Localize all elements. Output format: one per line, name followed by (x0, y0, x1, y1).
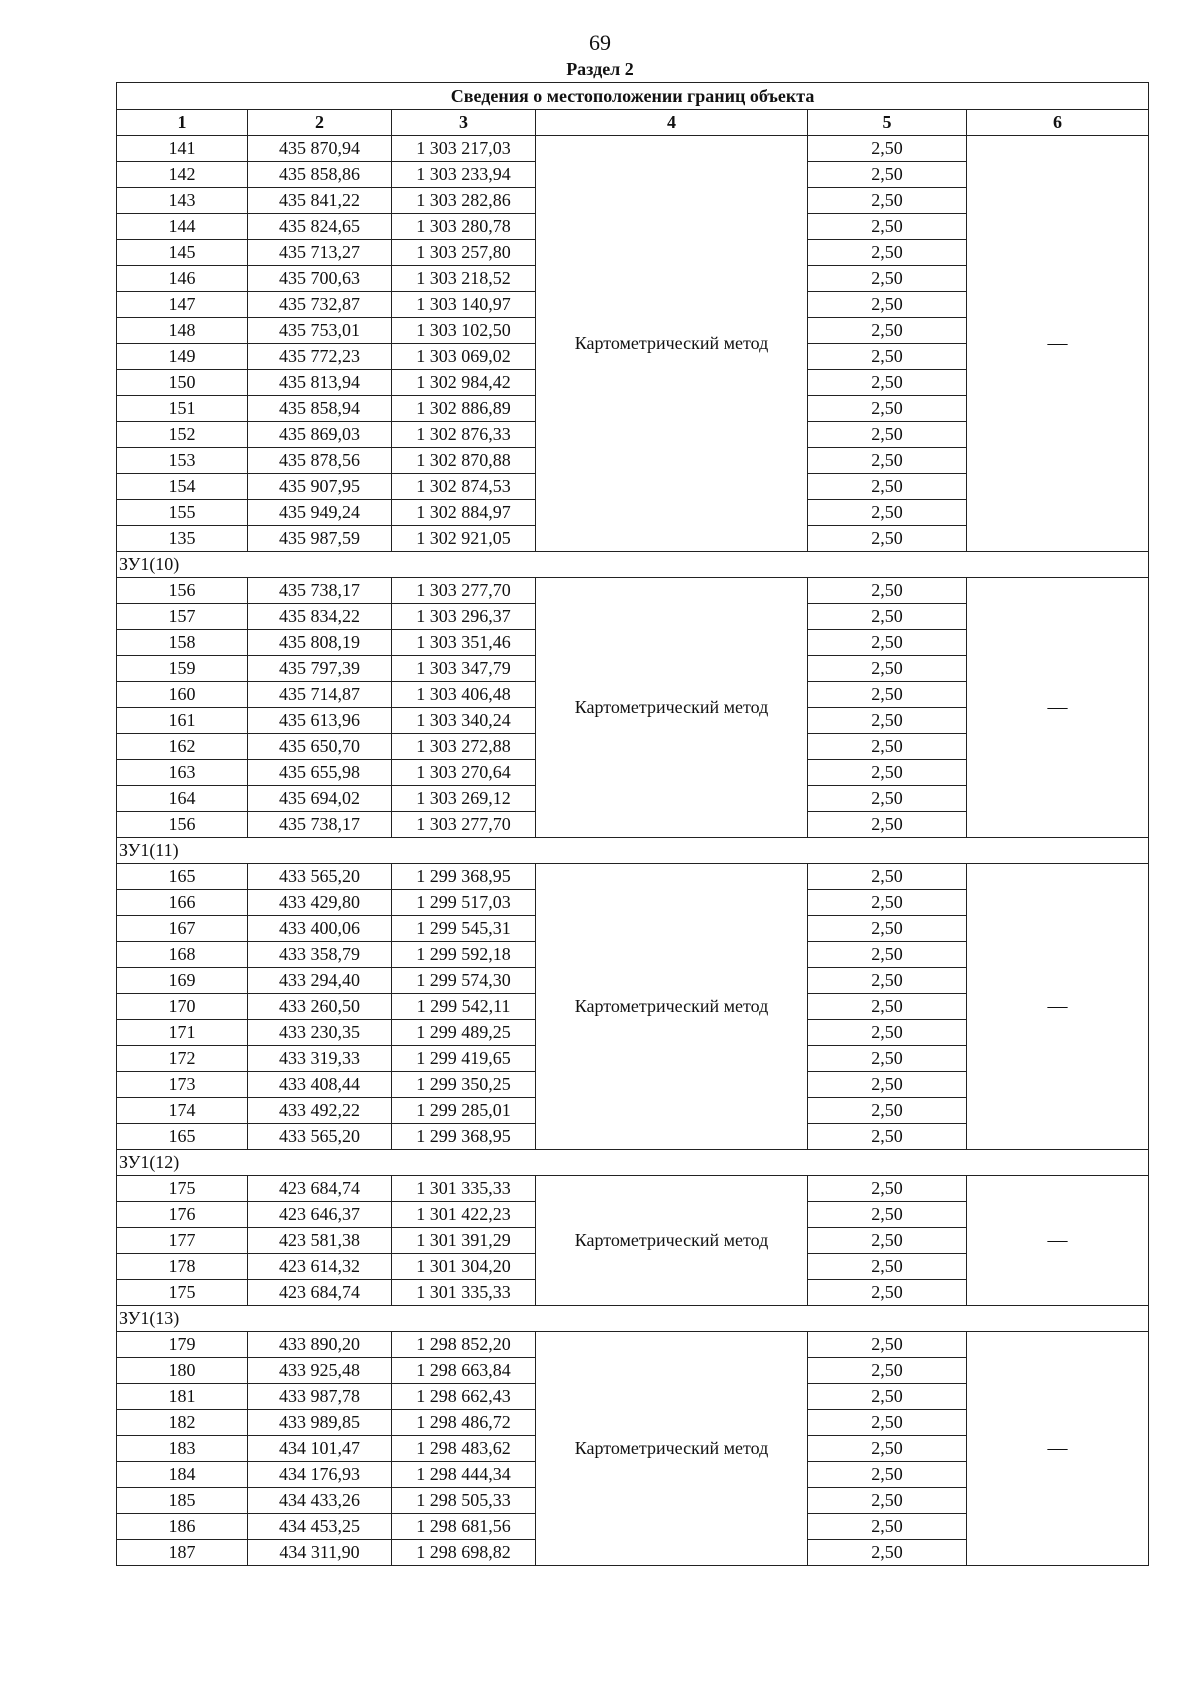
x-coordinate-cell: 435 655,98 (248, 760, 392, 786)
point-number-cell: 173 (117, 1072, 248, 1098)
column-header-4: 4 (536, 110, 808, 136)
accuracy-cell: 2,50 (808, 1384, 967, 1410)
point-number-cell: 182 (117, 1410, 248, 1436)
accuracy-cell: 2,50 (808, 188, 967, 214)
point-number-cell: 165 (117, 864, 248, 890)
accuracy-cell: 2,50 (808, 448, 967, 474)
accuracy-cell: 2,50 (808, 318, 967, 344)
x-coordinate-cell: 433 987,78 (248, 1384, 392, 1410)
column6-cell: — (967, 1332, 1149, 1566)
y-coordinate-cell: 1 299 489,25 (392, 1020, 536, 1046)
y-coordinate-cell: 1 303 272,88 (392, 734, 536, 760)
x-coordinate-cell: 435 694,02 (248, 786, 392, 812)
y-coordinate-cell: 1 299 368,95 (392, 864, 536, 890)
x-coordinate-cell: 433 989,85 (248, 1410, 392, 1436)
point-number-cell: 164 (117, 786, 248, 812)
point-number-cell: 151 (117, 396, 248, 422)
accuracy-cell: 2,50 (808, 630, 967, 656)
accuracy-cell: 2,50 (808, 422, 967, 448)
point-number-cell: 175 (117, 1176, 248, 1202)
point-number-cell: 143 (117, 188, 248, 214)
y-coordinate-cell: 1 299 574,30 (392, 968, 536, 994)
y-coordinate-cell: 1 298 663,84 (392, 1358, 536, 1384)
accuracy-cell: 2,50 (808, 214, 967, 240)
table-caption: Сведения о местоположении границ объекта (117, 83, 1149, 110)
y-coordinate-cell: 1 299 285,01 (392, 1098, 536, 1124)
y-coordinate-cell: 1 303 280,78 (392, 214, 536, 240)
x-coordinate-cell: 423 646,37 (248, 1202, 392, 1228)
x-coordinate-cell: 435 869,03 (248, 422, 392, 448)
y-coordinate-cell: 1 302 921,05 (392, 526, 536, 552)
x-coordinate-cell: 433 565,20 (248, 1124, 392, 1150)
y-coordinate-cell: 1 301 422,23 (392, 1202, 536, 1228)
group-label-row (117, 1306, 1149, 1332)
x-coordinate-cell: 435 907,95 (248, 474, 392, 500)
accuracy-cell: 2,50 (808, 1332, 967, 1358)
x-coordinate-cell: 434 311,90 (248, 1540, 392, 1566)
y-coordinate-cell: 1 298 662,43 (392, 1384, 536, 1410)
y-coordinate-cell: 1 298 681,56 (392, 1514, 536, 1540)
accuracy-cell: 2,50 (808, 162, 967, 188)
point-number-cell: 155 (117, 500, 248, 526)
y-coordinate-cell: 1 298 486,72 (392, 1410, 536, 1436)
accuracy-cell: 2,50 (808, 1046, 967, 1072)
table-row (117, 1332, 1149, 1358)
y-coordinate-cell: 1 301 335,33 (392, 1280, 536, 1306)
y-coordinate-cell: 1 303 270,64 (392, 760, 536, 786)
x-coordinate-cell: 435 714,87 (248, 682, 392, 708)
accuracy-cell: 2,50 (808, 812, 967, 838)
group-label: ЗУ1(10) (117, 552, 1149, 578)
point-number-cell: 158 (117, 630, 248, 656)
group-label: ЗУ1(13) (117, 1306, 1149, 1332)
point-number-cell: 156 (117, 578, 248, 604)
point-number-cell: 135 (117, 526, 248, 552)
y-coordinate-cell: 1 303 351,46 (392, 630, 536, 656)
y-coordinate-cell: 1 303 140,97 (392, 292, 536, 318)
group-label-row (117, 1150, 1149, 1176)
x-coordinate-cell: 433 294,40 (248, 968, 392, 994)
accuracy-cell: 2,50 (808, 890, 967, 916)
accuracy-cell: 2,50 (808, 1514, 967, 1540)
table-caption-row (117, 83, 1149, 110)
accuracy-cell: 2,50 (808, 1254, 967, 1280)
y-coordinate-cell: 1 298 698,82 (392, 1540, 536, 1566)
table-body (117, 136, 1149, 1566)
accuracy-cell: 2,50 (808, 578, 967, 604)
column6-cell: — (967, 1176, 1149, 1306)
table-row (117, 1176, 1149, 1202)
column-header-5: 5 (808, 110, 967, 136)
y-coordinate-cell: 1 299 419,65 (392, 1046, 536, 1072)
y-coordinate-cell: 1 299 542,11 (392, 994, 536, 1020)
y-coordinate-cell: 1 303 282,86 (392, 188, 536, 214)
y-coordinate-cell: 1 303 233,94 (392, 162, 536, 188)
point-number-cell: 178 (117, 1254, 248, 1280)
point-number-cell: 147 (117, 292, 248, 318)
x-coordinate-cell: 433 260,50 (248, 994, 392, 1020)
accuracy-cell: 2,50 (808, 968, 967, 994)
y-coordinate-cell: 1 299 517,03 (392, 890, 536, 916)
x-coordinate-cell: 435 858,86 (248, 162, 392, 188)
point-number-cell: 176 (117, 1202, 248, 1228)
group-label: ЗУ1(12) (117, 1150, 1149, 1176)
y-coordinate-cell: 1 303 269,12 (392, 786, 536, 812)
y-coordinate-cell: 1 301 304,20 (392, 1254, 536, 1280)
accuracy-cell: 2,50 (808, 1540, 967, 1566)
x-coordinate-cell: 435 753,01 (248, 318, 392, 344)
point-number-cell: 163 (117, 760, 248, 786)
accuracy-cell: 2,50 (808, 526, 967, 552)
y-coordinate-cell: 1 303 277,70 (392, 578, 536, 604)
accuracy-cell: 2,50 (808, 786, 967, 812)
point-number-cell: 165 (117, 1124, 248, 1150)
point-number-cell: 154 (117, 474, 248, 500)
y-coordinate-cell: 1 303 102,50 (392, 318, 536, 344)
y-coordinate-cell: 1 302 886,89 (392, 396, 536, 422)
accuracy-cell: 2,50 (808, 292, 967, 318)
x-coordinate-cell: 435 834,22 (248, 604, 392, 630)
accuracy-cell: 2,50 (808, 1124, 967, 1150)
point-number-cell: 175 (117, 1280, 248, 1306)
x-coordinate-cell: 435 870,94 (248, 136, 392, 162)
y-coordinate-cell: 1 303 217,03 (392, 136, 536, 162)
method-cell: Картометрический метод (536, 1176, 808, 1306)
x-coordinate-cell: 435 949,24 (248, 500, 392, 526)
accuracy-cell: 2,50 (808, 760, 967, 786)
column-header-1: 1 (117, 110, 248, 136)
y-coordinate-cell: 1 301 391,29 (392, 1228, 536, 1254)
point-number-cell: 149 (117, 344, 248, 370)
column-header-row (117, 110, 1149, 136)
y-coordinate-cell: 1 302 984,42 (392, 370, 536, 396)
point-number-cell: 169 (117, 968, 248, 994)
accuracy-cell: 2,50 (808, 1176, 967, 1202)
point-number-cell: 152 (117, 422, 248, 448)
accuracy-cell: 2,50 (808, 1228, 967, 1254)
accuracy-cell: 2,50 (808, 266, 967, 292)
y-coordinate-cell: 1 303 347,79 (392, 656, 536, 682)
point-number-cell: 141 (117, 136, 248, 162)
accuracy-cell: 2,50 (808, 656, 967, 682)
x-coordinate-cell: 434 453,25 (248, 1514, 392, 1540)
table-row (117, 136, 1149, 162)
point-number-cell: 144 (117, 214, 248, 240)
point-number-cell: 183 (117, 1436, 248, 1462)
x-coordinate-cell: 433 400,06 (248, 916, 392, 942)
x-coordinate-cell: 423 684,74 (248, 1176, 392, 1202)
y-coordinate-cell: 1 298 483,62 (392, 1436, 536, 1462)
group-label: ЗУ1(11) (117, 838, 1149, 864)
y-coordinate-cell: 1 302 876,33 (392, 422, 536, 448)
x-coordinate-cell: 423 684,74 (248, 1280, 392, 1306)
y-coordinate-cell: 1 298 505,33 (392, 1488, 536, 1514)
point-number-cell: 146 (117, 266, 248, 292)
page-number: 69 (589, 30, 611, 55)
table-row (117, 864, 1149, 890)
y-coordinate-cell: 1 303 069,02 (392, 344, 536, 370)
x-coordinate-cell: 435 613,96 (248, 708, 392, 734)
group-label-row (117, 552, 1149, 578)
point-number-cell: 157 (117, 604, 248, 630)
column-header-2: 2 (248, 110, 392, 136)
y-coordinate-cell: 1 299 350,25 (392, 1072, 536, 1098)
point-number-cell: 148 (117, 318, 248, 344)
accuracy-cell: 2,50 (808, 396, 967, 422)
accuracy-cell: 2,50 (808, 994, 967, 1020)
x-coordinate-cell: 435 808,19 (248, 630, 392, 656)
point-number-cell: 184 (117, 1462, 248, 1488)
y-coordinate-cell: 1 302 884,97 (392, 500, 536, 526)
accuracy-cell: 2,50 (808, 136, 967, 162)
y-coordinate-cell: 1 299 592,18 (392, 942, 536, 968)
boundary-coordinates-table (116, 82, 1149, 1566)
accuracy-cell: 2,50 (808, 1410, 967, 1436)
accuracy-cell: 2,50 (808, 916, 967, 942)
accuracy-cell: 2,50 (808, 474, 967, 500)
y-coordinate-cell: 1 302 870,88 (392, 448, 536, 474)
accuracy-cell: 2,50 (808, 1280, 967, 1306)
x-coordinate-cell: 435 813,94 (248, 370, 392, 396)
x-coordinate-cell: 433 429,80 (248, 890, 392, 916)
accuracy-cell: 2,50 (808, 682, 967, 708)
x-coordinate-cell: 434 176,93 (248, 1462, 392, 1488)
column6-cell: — (967, 864, 1149, 1150)
point-number-cell: 159 (117, 656, 248, 682)
point-number-cell: 187 (117, 1540, 248, 1566)
point-number-cell: 166 (117, 890, 248, 916)
group-label-row (117, 838, 1149, 864)
point-number-cell: 145 (117, 240, 248, 266)
point-number-cell: 150 (117, 370, 248, 396)
y-coordinate-cell: 1 303 406,48 (392, 682, 536, 708)
point-number-cell: 156 (117, 812, 248, 838)
x-coordinate-cell: 433 230,35 (248, 1020, 392, 1046)
point-number-cell: 174 (117, 1098, 248, 1124)
accuracy-cell: 2,50 (808, 604, 967, 630)
y-coordinate-cell: 1 303 277,70 (392, 812, 536, 838)
accuracy-cell: 2,50 (808, 734, 967, 760)
column6-cell: — (967, 136, 1149, 552)
x-coordinate-cell: 433 358,79 (248, 942, 392, 968)
x-coordinate-cell: 435 700,63 (248, 266, 392, 292)
x-coordinate-cell: 433 492,22 (248, 1098, 392, 1124)
column-header-3: 3 (392, 110, 536, 136)
accuracy-cell: 2,50 (808, 864, 967, 890)
accuracy-cell: 2,50 (808, 1072, 967, 1098)
x-coordinate-cell: 433 319,33 (248, 1046, 392, 1072)
point-number-cell: 161 (117, 708, 248, 734)
point-number-cell: 172 (117, 1046, 248, 1072)
accuracy-cell: 2,50 (808, 1098, 967, 1124)
y-coordinate-cell: 1 303 218,52 (392, 266, 536, 292)
x-coordinate-cell: 435 824,65 (248, 214, 392, 240)
x-coordinate-cell: 433 890,20 (248, 1332, 392, 1358)
y-coordinate-cell: 1 303 296,37 (392, 604, 536, 630)
accuracy-cell: 2,50 (808, 942, 967, 968)
point-number-cell: 181 (117, 1384, 248, 1410)
point-number-cell: 185 (117, 1488, 248, 1514)
y-coordinate-cell: 1 303 340,24 (392, 708, 536, 734)
y-coordinate-cell: 1 298 852,20 (392, 1332, 536, 1358)
accuracy-cell: 2,50 (808, 1020, 967, 1046)
x-coordinate-cell: 435 772,23 (248, 344, 392, 370)
method-cell: Картометрический метод (536, 864, 808, 1150)
y-coordinate-cell: 1 302 874,53 (392, 474, 536, 500)
point-number-cell: 162 (117, 734, 248, 760)
x-coordinate-cell: 423 581,38 (248, 1228, 392, 1254)
x-coordinate-cell: 435 713,27 (248, 240, 392, 266)
column-header-6: 6 (967, 110, 1149, 136)
accuracy-cell: 2,50 (808, 1358, 967, 1384)
accuracy-cell: 2,50 (808, 1462, 967, 1488)
point-number-cell: 142 (117, 162, 248, 188)
point-number-cell: 180 (117, 1358, 248, 1384)
y-coordinate-cell: 1 299 545,31 (392, 916, 536, 942)
x-coordinate-cell: 433 408,44 (248, 1072, 392, 1098)
x-coordinate-cell: 435 732,87 (248, 292, 392, 318)
y-coordinate-cell: 1 303 257,80 (392, 240, 536, 266)
point-number-cell: 160 (117, 682, 248, 708)
accuracy-cell: 2,50 (808, 1202, 967, 1228)
x-coordinate-cell: 435 738,17 (248, 578, 392, 604)
point-number-cell: 170 (117, 994, 248, 1020)
column6-cell: — (967, 578, 1149, 838)
x-coordinate-cell: 434 433,26 (248, 1488, 392, 1514)
point-number-cell: 179 (117, 1332, 248, 1358)
x-coordinate-cell: 435 797,39 (248, 656, 392, 682)
accuracy-cell: 2,50 (808, 1436, 967, 1462)
point-number-cell: 177 (117, 1228, 248, 1254)
x-coordinate-cell: 435 841,22 (248, 188, 392, 214)
x-coordinate-cell: 433 565,20 (248, 864, 392, 890)
accuracy-cell: 2,50 (808, 500, 967, 526)
section-title: Раздел 2 (566, 59, 634, 79)
point-number-cell: 153 (117, 448, 248, 474)
x-coordinate-cell: 435 738,17 (248, 812, 392, 838)
y-coordinate-cell: 1 299 368,95 (392, 1124, 536, 1150)
x-coordinate-cell: 433 925,48 (248, 1358, 392, 1384)
x-coordinate-cell: 423 614,32 (248, 1254, 392, 1280)
point-number-cell: 167 (117, 916, 248, 942)
accuracy-cell: 2,50 (808, 370, 967, 396)
table-row (117, 578, 1149, 604)
accuracy-cell: 2,50 (808, 344, 967, 370)
accuracy-cell: 2,50 (808, 240, 967, 266)
y-coordinate-cell: 1 298 444,34 (392, 1462, 536, 1488)
point-number-cell: 171 (117, 1020, 248, 1046)
point-number-cell: 168 (117, 942, 248, 968)
y-coordinate-cell: 1 301 335,33 (392, 1176, 536, 1202)
x-coordinate-cell: 435 858,94 (248, 396, 392, 422)
x-coordinate-cell: 435 650,70 (248, 734, 392, 760)
x-coordinate-cell: 435 878,56 (248, 448, 392, 474)
method-cell: Картометрический метод (536, 136, 808, 552)
method-cell: Картометрический метод (536, 578, 808, 838)
x-coordinate-cell: 434 101,47 (248, 1436, 392, 1462)
accuracy-cell: 2,50 (808, 1488, 967, 1514)
x-coordinate-cell: 435 987,59 (248, 526, 392, 552)
point-number-cell: 186 (117, 1514, 248, 1540)
accuracy-cell: 2,50 (808, 708, 967, 734)
method-cell: Картометрический метод (536, 1332, 808, 1566)
